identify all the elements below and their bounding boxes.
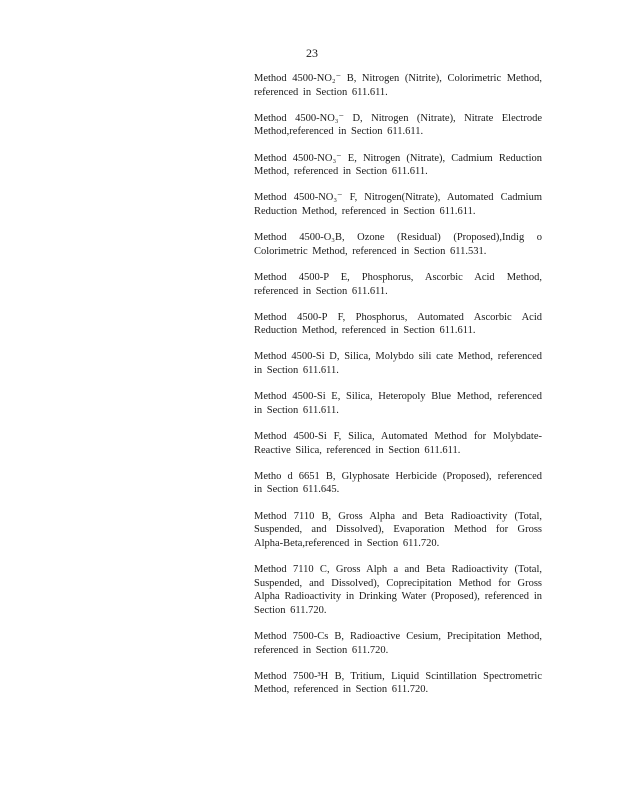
method-entry-7110-b: Method 7110 B, Gross Alpha and Beta Radioactivity (Total, Suspended, and Dissolved), Evaporation Method for Gross Alpha-Beta,referenced in Section 611.720. <box>254 510 542 549</box>
method-entry-7500-cs-b: Method 7500-Cs B, Radioactive Cesium, Precipitation Method, referenced in Section 611.720. <box>254 630 542 656</box>
method-entry-7110-c: Method 7110 C, Gross Alph a and Beta Radioactivity (Total, Suspended, and Dissolved), Coprecipitation Method for Gross Alpha Radioactivity in Drinking Water (Proposed), referenced in Section 611.720. <box>254 563 542 616</box>
page-number: 23 <box>306 46 318 60</box>
method-reference-list <box>254 72 542 710</box>
method-entry-6651-b: Metho d 6651 B, Glyphosate Herbicide (Proposed), referenced in Section 611.645. <box>254 470 542 496</box>
method-entry-4500-no3-d: Method 4500-NO₃⁻ D, Nitrogen (Nitrate), Nitrate Electrode Method,referenced in Section 611.611. <box>254 112 542 138</box>
method-entry-4500-p-f: Method 4500-P F, Phosphorus, Automated Ascorbic Acid Reduction Method, referenced in Section 611.611. <box>254 311 542 337</box>
method-entry-4500-no3-f: Method 4500-NO₃⁻ F, Nitrogen(Nitrate), Automated Cadmium Reduction Method, referenced in Section 611.611. <box>254 192 542 217</box>
method-entry-4500-si-f: Method 4500-Si F, Silica, Automated Method for Molybdate-Reactive Silica, referenced in Section 611.611. <box>254 431 542 456</box>
method-entry-4500-si-d: Method 4500-Si D, Silica, Molybdo sili cate Method, referenced in Section 611.611. <box>254 351 542 377</box>
method-entry-4500-o3-b: Method 4500-O₃B, Ozone (Residual) (Proposed),Indig o Colorimetric Method, referenced in Section 611.531. <box>254 232 542 257</box>
method-entry-4500-p-e: Method 4500-P E, Phosphorus, Ascorbic Acid Method, referenced in Section 611.611. <box>254 271 542 297</box>
method-entry-4500-no2-b: Method 4500-NO₂⁻ B, Nitrogen (Nitrite), Colorimetric Method, referenced in Section 611.611. <box>254 73 542 98</box>
method-entry-4500-no3-e: Method 4500-NO₃⁻ E, Nitrogen (Nitrate), Cadmium Reduction Method, referenced in Section 611.611. <box>254 152 542 178</box>
method-entry-4500-si-e: Method 4500-Si E, Silica, Heteropoly Blue Method, referenced in Section 611.611. <box>254 391 542 416</box>
method-entry-7500-3h-b: Method 7500-³H B, Tritium, Liquid Scintillation Spectrometric Method, referenced in Section 611.720. <box>254 670 542 696</box>
